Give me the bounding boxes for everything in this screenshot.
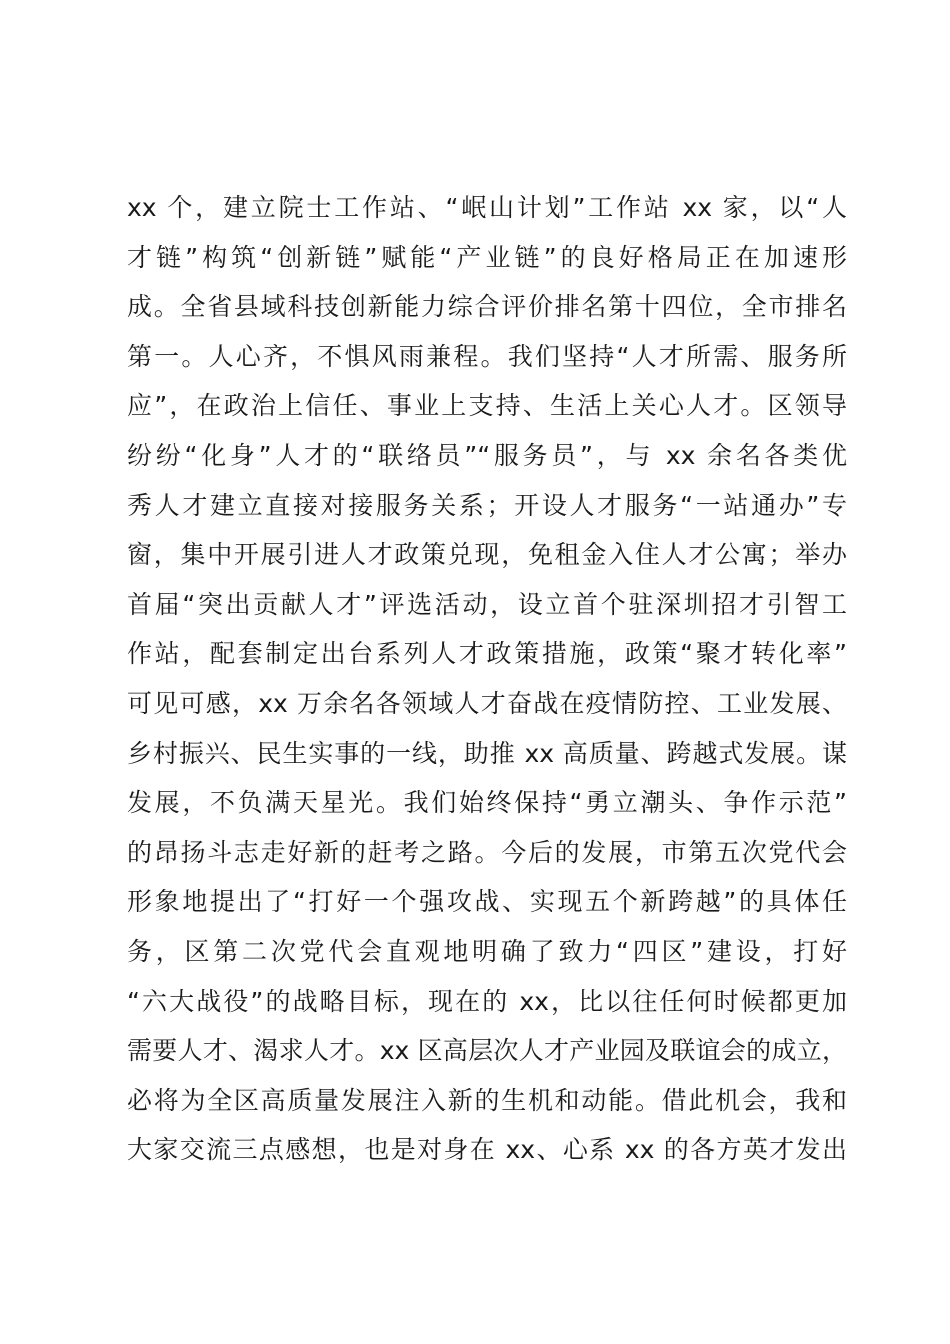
text-line-12: 乡村振兴、民生实事的一线，助推 xx 高质量、跨越式发展。谋	[127, 738, 847, 768]
text-line-14: 的昂扬斗志走好新的赶考之路。今后的发展，市第五次党代会	[127, 837, 847, 867]
text-line-3: 成。全省县域科技创新能力综合评价排名第十四位，全市排名	[127, 292, 847, 322]
text-line-2: 才链”构筑“创新链”赋能“产业链”的良好格局正在加速形	[127, 242, 847, 272]
body-paragraph	[127, 183, 847, 1175]
text-line-4: 第一。人心齐，不惧风雨兼程。我们坚持“人才所需、服务所	[127, 341, 847, 371]
text-line-8: 窗，集中开展引进人才政策兑现，免租金入住人才公寓；举办	[127, 540, 847, 570]
text-line-5: 应”，在政治上信任、事业上支持、生活上关心人才。区领导	[127, 391, 847, 421]
text-line-20: 大家交流三点感想，也是对身在 xx、心系 xx 的各方英才发出	[127, 1135, 847, 1165]
text-line-11: 可见可感，xx 万余名各领域人才奋战在疫情防控、工业发展、	[127, 688, 847, 718]
text-line-6: 纷纷“化身”人才的“联络员”“服务员”，与 xx 余名各类优	[127, 440, 847, 470]
text-line-13: 发展，不负满天星光。我们始终保持“勇立潮头、争作示范”	[127, 788, 847, 818]
text-line-10: 作站，配套制定出台系列人才政策措施，政策“聚才转化率”	[127, 639, 847, 669]
text-line-1: xx 个，建立院士工作站、“岷山计划”工作站 xx 家，以“人	[127, 193, 847, 222]
text-line-17: “六大战役”的战略目标，现在的 xx，比以往任何时候都更加	[127, 986, 847, 1016]
text-line-7: 秀人才建立直接对接服务关系；开设人才服务“一站通办”专	[127, 490, 847, 520]
text-line-18: 需要人才、渴求人才。xx 区高层次人才产业园及联谊会的成立，	[127, 1036, 847, 1066]
text-line-19: 必将为全区高质量发展注入新的生机和动能。借此机会，我和	[127, 1085, 847, 1115]
text-line-9: 首届“突出贡献人才”评选活动，设立首个驻深圳招才引智工	[127, 589, 847, 619]
text-line-16: 务，区第二次党代会直观地明确了致力“四区”建设，打好	[127, 936, 847, 966]
text-line-15: 形象地提出了“打好一个强攻战、实现五个新跨越”的具体任	[127, 887, 847, 917]
